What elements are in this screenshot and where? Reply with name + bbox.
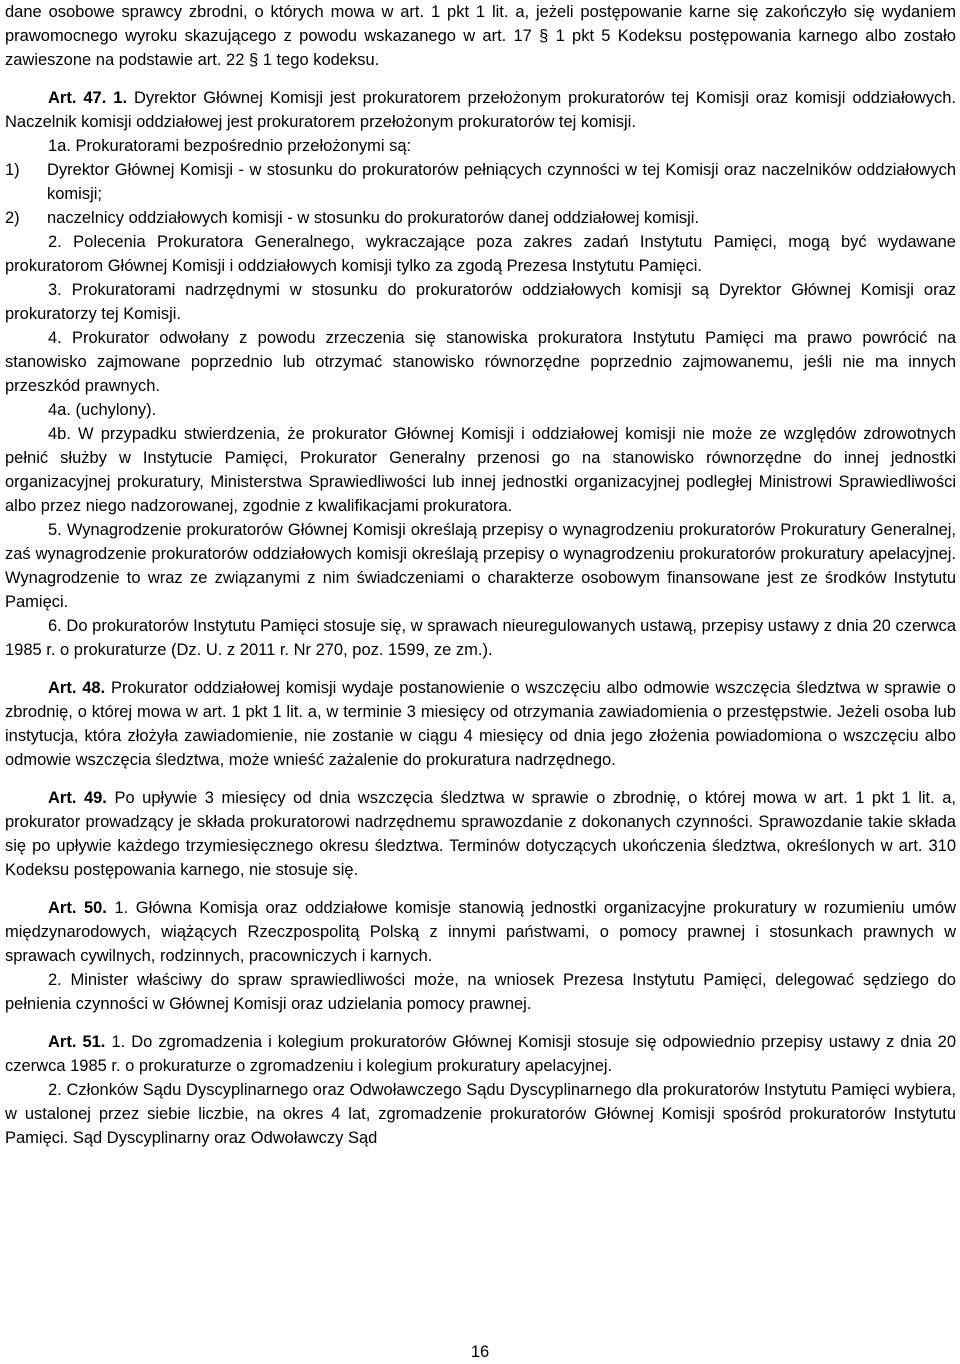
art51-p2-text: Członków Sądu Dyscyplinarnego oraz Odwoławczego Sądu Dyscyplinarnego dla prokuratorów Instytutu Pamięci wybiera, w ustalonej przez siebie liczbie, na okres 4 lat, zgromadzenie prokuratorów Głównej Komisji spośród prokuratorów Instytutu Pamięci. Sąd Dyscyplinarny oraz Odwoławczy Sąd (5, 1081, 956, 1147)
art47-heading: Art. 47. (48, 89, 107, 107)
art47-para-1a (5, 134, 956, 158)
list-item-text: naczelnicy oddziałowych komisji - w stosunku do prokuratorów danej oddziałowej komisji. (47, 209, 700, 227)
art47-list-item-2 (5, 206, 956, 230)
art49-paragraph (5, 786, 956, 882)
art47-para-3 (5, 278, 956, 326)
art49-text: Po upływie 3 miesięcy od dnia wszczęcia śledztwa w sprawie o zbrodnię, o której mowa w art. 1 pkt 1 lit. a, prokurator prowadzący je składa prokuratorowi nadrzędnemu sprawozdanie z dokonanych czynności. Sprawozdanie takie składa się po upływie każdego trzymiesięcznego okresu śledztwa. Terminów dotyczących ukończenia śledztwa, określonych w art. 310 Kodeksu postępowania karnego, nie stosuje się. (5, 789, 957, 879)
art47-para-5 (5, 518, 956, 614)
art47-para-2 (5, 230, 956, 278)
art51-p1-num: 1. (111, 1033, 126, 1051)
art51-heading: Art. 51. (48, 1033, 106, 1051)
art47-p5-num: 5. (48, 521, 62, 539)
art47-p2-text: Polecenia Prokuratora Generalnego, wykraczające poza zakres zadań Instytutu Pamięci, mogą być wydawane prokuratorom Głównej Komisji i oddziałowych komisji tylko za zgodą Prezesa Instytutu Pamięci. (5, 233, 956, 275)
art47-p3-num: 3. (48, 281, 62, 299)
art47-p4-num: 4. (48, 329, 62, 347)
art47-p4a-num: 4a. (48, 401, 71, 419)
art50-heading: Art. 50. (48, 899, 107, 917)
art51-p1-text: Do zgromadzenia i kolegium prokuratorów Głównej Komisji stosuje się odpowiednio przepisy ustawy z dnia 20 czerwca 1985 r. o prokuraturze o zgromadzeniu i kolegium prokuratury apelacyjnej. (5, 1033, 956, 1075)
art48-heading: Art. 48. (48, 679, 106, 697)
document-page (5, 0, 956, 1150)
list-marker: 1) (5, 161, 20, 179)
art47-p4b-num: 4b. (48, 425, 71, 443)
art50-p2-num: 2. (48, 971, 62, 989)
art51-para-1 (5, 1030, 956, 1078)
list-item-text: Dyrektor Głównej Komisji - w stosunku do prokuratorów pełniących czynności w tej Komisji oraz naczelników oddziałowych komisji; (47, 161, 956, 203)
art47-p4-text: Prokurator odwołany z powodu zrzeczenia się stanowiska prokuratora Instytutu Pamięci ma prawo powrócić na stanowisko zajmowane poprzednio lub otrzymać stanowisko równorzędne poprzednio zajmowanemu, jeśli nie ma innych przeszkód prawnych. (5, 329, 957, 395)
art47-p4b-text: W przypadku stwierdzenia, że prokurator Głównej Komisji i oddziałowej komisji nie może ze względów zdrowotnych pełnić służby w Instytucie Pamięci, Prokurator Generalny przenosi go na stanowisko równorzędne do innej jednostki organizacyjnej prokuratury, Ministerstwa Sprawiedliwości lub innej jednostki organizacyjnej podległej Ministrowi Sprawiedliwości albo przez niego nadzorowanej, zgodnie z kwalifikacjami prokuratora. (5, 425, 957, 515)
art47-p1a-num: 1a. (48, 137, 71, 155)
art47-p6-text: Do prokuratorów Instytutu Pamięci stosuje się, w sprawach nieuregulowanych ustawą, przepisy ustawy z dnia 20 czerwca 1985 r. o prokuraturze (Dz. U. z 2011 r. Nr 270, poz. 1599, ze zm.). (5, 617, 956, 659)
art49-heading: Art. 49. (48, 789, 107, 807)
art47-para-6 (5, 614, 956, 662)
intro-paragraph: dane osobowe sprawcy zbrodni, o których mowa w art. 1 pkt 1 lit. a, jeżeli postępowanie karne się zakończyło się wydaniem prawomocnego wyroku skazującego z powodu wskazanego w art. 17 § 1 pkt 5 Kodeksu postępowania karnego albo zostało zawieszone na podstawie art. 22 § 1 tego kodeksu. (5, 3, 956, 69)
art47-para-4b (5, 422, 956, 518)
art48-text: Prokurator oddziałowej komisji wydaje postanowienie o wszczęciu albo odmowie wszczęcia śledztwa w sprawie o zbrodnię, o której mowa w art. 1 pkt 1 lit. a, w terminie 3 miesięcy od otrzymania zawiadomienia o przestępstwie. Jeżeli osoba lub instytucja, która złożyła zawiadomienie, nie zostanie w ciągu 4 miesięcy od dnia jego złożenia powiadomiona o wszczęciu albo odmowie wszczęcia śledztwa, może wnieść zażalenie do prokuratura nadrzędnego. (5, 679, 956, 769)
art47-p2-num: 2. (48, 233, 62, 251)
art50-p2-text: Minister właściwy do spraw sprawiedliwości może, na wniosek Prezesa Instytutu Pamięci, delegować sędziego do pełnienia czynności w Głównej Komisji oraz udzielania pomocy prawnej. (5, 971, 956, 1013)
art47-para-1 (5, 86, 956, 134)
page-number: 16 (470, 1343, 490, 1361)
art47-p6-num: 6. (48, 617, 62, 635)
list-marker: 2) (5, 209, 20, 227)
art47-p4a-text: (uchylony). (75, 401, 157, 419)
art50-para-1 (5, 896, 956, 968)
art50-para-2 (5, 968, 956, 1016)
art47-p5-text: Wynagrodzenie prokuratorów Głównej Komisji określają przepisy o wynagrodzeniu prokuratorów Prokuratury Generalnej, zaś wynagrodzenie prokuratorów oddziałowych komisji określają przepisy o wynagrodzeniu prokuratorów prokuratury apelacyjnej. Wynagrodzenie to wraz ze związanymi z nim świadczeniami o charakterze osobowym finansowane jest ze środków Instytutu Pamięci. (5, 521, 956, 611)
art50-p1-num: 1. (114, 899, 129, 917)
art47-p1-num: 1. (113, 89, 128, 107)
art47-list-item-1 (5, 158, 956, 206)
art48-paragraph (5, 676, 956, 772)
art47-para-4a (5, 398, 956, 422)
art47-para-4 (5, 326, 956, 398)
art51-para-2 (5, 1078, 956, 1150)
art51-p2-num: 2. (48, 1081, 62, 1099)
art47-p1-text: Dyrektor Głównej Komisji jest prokuratorem przełożonym prokuratorów tej Komisji oraz komisji oddziałowych. Naczelnik komisji oddziałowej jest prokuratorem przełożonym prokuratorów tej komisji. (5, 89, 956, 131)
art50-p1-text: Główna Komisja oraz oddziałowe komisje stanowią jednostki organizacyjne prokuratury w rozumieniu umów międzynarodowych, wiążących Rzeczpospolitą Polską z innymi państwami, o pomocy prawnej i stosunkach prawnych w sprawach cywilnych, rodzinnych, pracowniczych i karnych. (5, 899, 957, 965)
art47-p3-text: Prokuratorami nadrzędnymi w stosunku do prokuratorów oddziałowych komisji są Dyrektor Głównej Komisji oraz prokuratorzy tej Komisji. (5, 281, 956, 323)
art47-p1a-text: Prokuratorami bezpośrednio przełożonymi są: (75, 137, 412, 155)
